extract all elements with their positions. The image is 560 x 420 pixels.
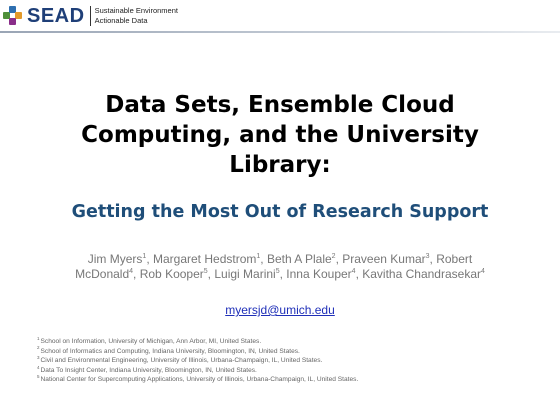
title-line-2: Computing, and the University bbox=[81, 122, 479, 148]
header-divider bbox=[0, 31, 560, 33]
author-name-text: Praveen Kumar bbox=[342, 252, 426, 266]
affiliation-list bbox=[37, 337, 537, 385]
affiliation-item bbox=[37, 337, 537, 347]
affiliation-number: 1 bbox=[37, 335, 40, 341]
author-separator: , bbox=[335, 252, 343, 266]
sead-logo bbox=[3, 4, 178, 28]
author-name bbox=[342, 252, 436, 266]
author-separator: , bbox=[260, 252, 267, 266]
author-name-text: Inna Kouper bbox=[286, 267, 352, 281]
slide-subtitle: Getting the Most Out of Research Support bbox=[71, 202, 489, 222]
affiliation-text: School of Informatics and Computing, Indiana University, Bloomington, IN, United States. bbox=[40, 347, 300, 355]
author-name-text: Jim Myers bbox=[87, 252, 143, 266]
affiliation-item bbox=[37, 347, 537, 357]
title-line-1: Data Sets, Ensemble Cloud bbox=[105, 92, 455, 118]
sead-logo-icon bbox=[3, 6, 23, 26]
author-name-text: McDonald bbox=[75, 267, 130, 281]
author-name bbox=[140, 267, 215, 281]
author-affiliation-number: 2 bbox=[331, 253, 336, 260]
slide-title bbox=[40, 90, 520, 180]
author-affiliation-number: 4 bbox=[129, 268, 134, 275]
affiliation-item bbox=[37, 375, 537, 385]
affiliation-text: School on Information, University of Michigan, Ann Arbor, MI, United States. bbox=[40, 338, 262, 345]
title-line-3: Library: bbox=[229, 152, 331, 178]
affiliation-text: Civil and Environmental Engineering, University of Illinois, Urbana-Champaign, IL, United States. bbox=[40, 357, 323, 365]
affiliation-item bbox=[37, 366, 537, 376]
affiliation-number: 2 bbox=[37, 345, 40, 351]
author-name-text: Beth A Plale bbox=[266, 252, 332, 266]
logo-wordmark: SEAD bbox=[27, 5, 85, 27]
contact-email bbox=[0, 303, 560, 318]
author-affiliation-number: 4 bbox=[480, 268, 485, 275]
author-affiliation-number: 3 bbox=[425, 253, 430, 260]
author-affiliation-number: 1 bbox=[256, 253, 261, 260]
author-affiliation-number: 5 bbox=[203, 268, 208, 275]
affiliation-item bbox=[37, 356, 537, 366]
author-list bbox=[20, 252, 540, 282]
author-separator: , bbox=[429, 252, 437, 266]
logo-tagline-line2: Actionable Data bbox=[94, 16, 148, 25]
email-link[interactable]: myersjd@umich.edu bbox=[225, 303, 335, 317]
author-separator: , bbox=[279, 267, 287, 281]
author-affiliation-number: 1 bbox=[142, 253, 147, 260]
author-name bbox=[214, 267, 286, 281]
affiliation-text: National Center for Supercomputing Applications, University of Illinois, Urbana-Champaign, IL, United States. bbox=[40, 376, 359, 384]
author-name bbox=[362, 267, 485, 281]
affiliation-number: 3 bbox=[37, 355, 40, 360]
author-separator: , bbox=[207, 267, 215, 281]
author-separator: , bbox=[355, 267, 363, 281]
affiliation-number: 5 bbox=[37, 374, 40, 380]
author-name-text: Margaret Hedstrom bbox=[153, 252, 257, 266]
author-name-text: Luigi Marini bbox=[214, 267, 276, 281]
author-name bbox=[75, 267, 140, 281]
logo-tagline-line1: Sustainable Environment bbox=[94, 6, 178, 15]
logo-tagline bbox=[90, 6, 178, 26]
affiliation-text: Data To Insight Center, Indiana University, Bloomington, IN, United States. bbox=[40, 366, 257, 374]
author-name-text: Rob Kooper bbox=[139, 267, 204, 281]
author-affiliation-number: 4 bbox=[351, 268, 356, 275]
author-separator: , bbox=[146, 252, 153, 266]
author-name bbox=[153, 252, 267, 266]
affiliation-number: 4 bbox=[37, 364, 40, 370]
author-name bbox=[286, 267, 362, 281]
author-affiliation-number: 5 bbox=[275, 268, 280, 275]
author-name bbox=[88, 252, 153, 266]
author-separator: , bbox=[133, 267, 140, 281]
author-name bbox=[267, 252, 342, 266]
author-name-text: Kavitha Chandrasekar bbox=[362, 267, 481, 281]
author-name-part: Robert bbox=[436, 252, 473, 266]
